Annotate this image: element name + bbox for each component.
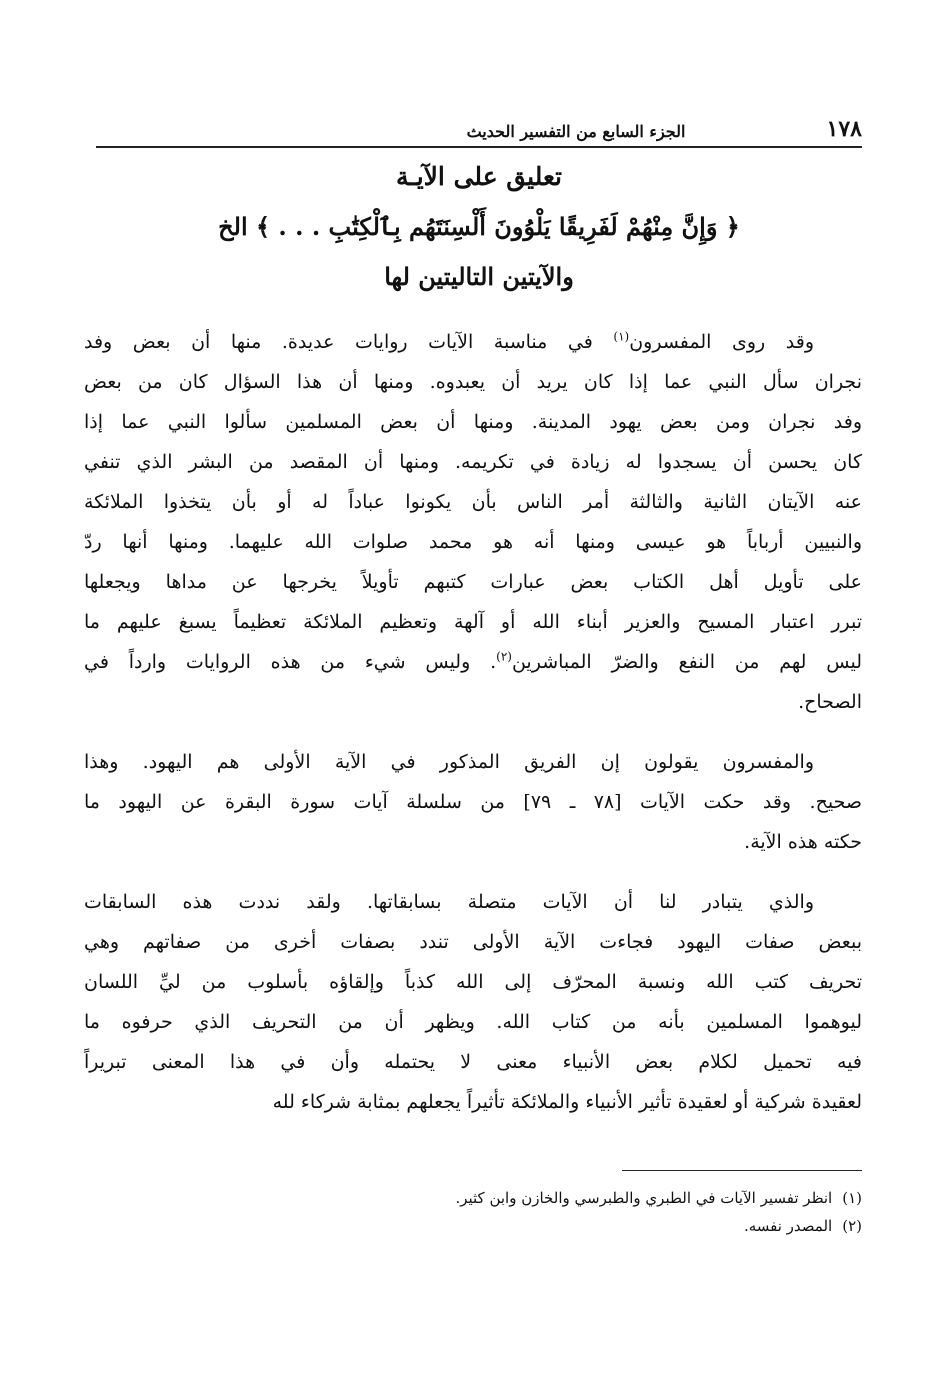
footnote — [84, 1212, 862, 1240]
section-subtitle: والآيتين التاليتين لها — [384, 262, 574, 291]
text-segment: ليس لهم من النفع والضرّ المباشرين — [511, 651, 863, 673]
text-line — [84, 1002, 862, 1042]
text-segment: والذي يتبادر لنا أن الآيات متصلة بسابقاتها. ولقد نددت هذه السابقات — [84, 891, 814, 913]
footnote-ref: (١) — [613, 329, 630, 344]
text-line — [84, 642, 862, 682]
text-line — [84, 482, 862, 522]
text-line — [84, 1082, 862, 1122]
text-line — [84, 602, 862, 642]
footnote — [84, 1184, 862, 1212]
verse-quote: ﴿ وَإِنَّ مِنْهُمْ لَفَرِيقًا يَلْوُونَ أَلْسِنَتَهُم بِٱلْكِتَٰبِ . . . ﴾ الخ — [218, 212, 740, 241]
text-line — [84, 322, 862, 362]
text-segment: تحريف كتب الله ونسبة المحرّف إلى الله كذباً وإلقاؤه بأسلوب من ليِّ اللسان — [84, 971, 862, 993]
footnote-number: (٢) — [842, 1217, 862, 1235]
text-segment: فيه تحميل لكلام بعض الأنبياء معنى لا يحتمله وأن في هذا المعنى تبريراً — [84, 1051, 862, 1073]
page-header — [96, 112, 862, 148]
paragraph — [84, 882, 862, 1122]
paragraph — [84, 322, 862, 722]
body-text — [84, 322, 862, 1142]
footnote-number: (١) — [842, 1189, 862, 1207]
text-segment: وقد روى المفسرون — [629, 331, 814, 353]
text-segment: والمفسرون يقولون إن الفريق المذكور في الآية الأولى هم اليهود. وهذا — [84, 751, 814, 773]
text-segment: وفد نجران ومن بعض يهود المدينة. ومنها أن بعض المسلمين سألوا النبي عما إذا — [84, 411, 862, 433]
footnote-ref: (٢) — [496, 649, 512, 664]
text-segment: ببعض صفات اليهود فجاءت الآية الأولى تندد بصفات أخرى من صفاتهم وهي — [84, 931, 862, 953]
text-segment: صحيح. وقد حكت الآيات [٧٨ ـ ٧٩] من سلسلة آيات سورة البقرة عن اليهود ما — [84, 791, 862, 813]
text-line — [84, 742, 862, 782]
text-segment: . وليس شيء من هذه الروايات وارداً في — [84, 651, 497, 673]
text-segment: نجران سأل النبي عما إذا كان يريد أن يعبدوه. ومنها أن هذا السؤال كان من بعض — [84, 371, 862, 393]
text-segment: والنبيين أرباباً هو عيسى ومنها أنه هو محمد صلوات الله عليهما. ومنها أنها ردّ — [84, 531, 862, 553]
text-segment: حكته هذه الآية. — [744, 831, 862, 853]
text-line — [84, 822, 862, 862]
footnote-divider — [622, 1170, 862, 1171]
text-line — [84, 442, 862, 482]
text-line — [84, 362, 862, 402]
text-line — [84, 782, 862, 822]
text-segment: في مناسبة الآيات روايات عديدة. منها أن بعض وفد — [84, 331, 614, 353]
text-segment: كان يحسن أن يسجدوا له زيادة في تكريمه. ومنها أن المقصد من البشر الذي تنفي — [84, 451, 862, 473]
text-segment: لعقيدة شركية أو لعقيدة تأثير الأنبياء والملائكة تأثيراً يجعلهم بمثابة شركاء لله — [272, 1091, 862, 1113]
page-number: ١٧٨ — [826, 116, 862, 142]
text-line — [84, 1042, 862, 1082]
footnote-text: انظر تفسير الآيات في الطبري والطبرسي والخازن وابن كثير. — [455, 1189, 833, 1207]
text-segment: على تأويل أهل الكتاب بعض عبارات كتبهم تأويلاً يخرجها عن مداها ويجعلها — [84, 571, 862, 593]
text-segment: عنه الآيتان الثانية والثالثة أمر الناس بأن يكونوا عباداً له أو بأن يتخذوا الملائكة — [84, 491, 862, 513]
section-title: تعليق على الآيـة — [395, 162, 562, 191]
text-line — [84, 682, 862, 722]
paragraph — [84, 742, 862, 862]
text-line — [84, 522, 862, 562]
footnote-text: المصدر نفسه. — [743, 1217, 833, 1235]
text-line — [84, 922, 862, 962]
text-segment: تبرر اعتبار المسيح والعزير أبناء الله أو آلهة وتعظيم الملائكة تعظيماً يسبغ عليهم ما — [84, 611, 862, 633]
text-segment: ليوهموا المسلمين بأنه من كتاب الله. ويظهر أن من التحريف الذي حرفوه ما — [84, 1011, 862, 1033]
text-line — [84, 562, 862, 602]
text-line — [84, 882, 862, 922]
text-segment: الصحاح. — [798, 691, 862, 713]
footnotes — [84, 1184, 862, 1240]
running-title: الجزء السابع من التفسير الحديث — [466, 122, 686, 141]
text-line — [84, 962, 862, 1002]
text-line — [84, 402, 862, 442]
